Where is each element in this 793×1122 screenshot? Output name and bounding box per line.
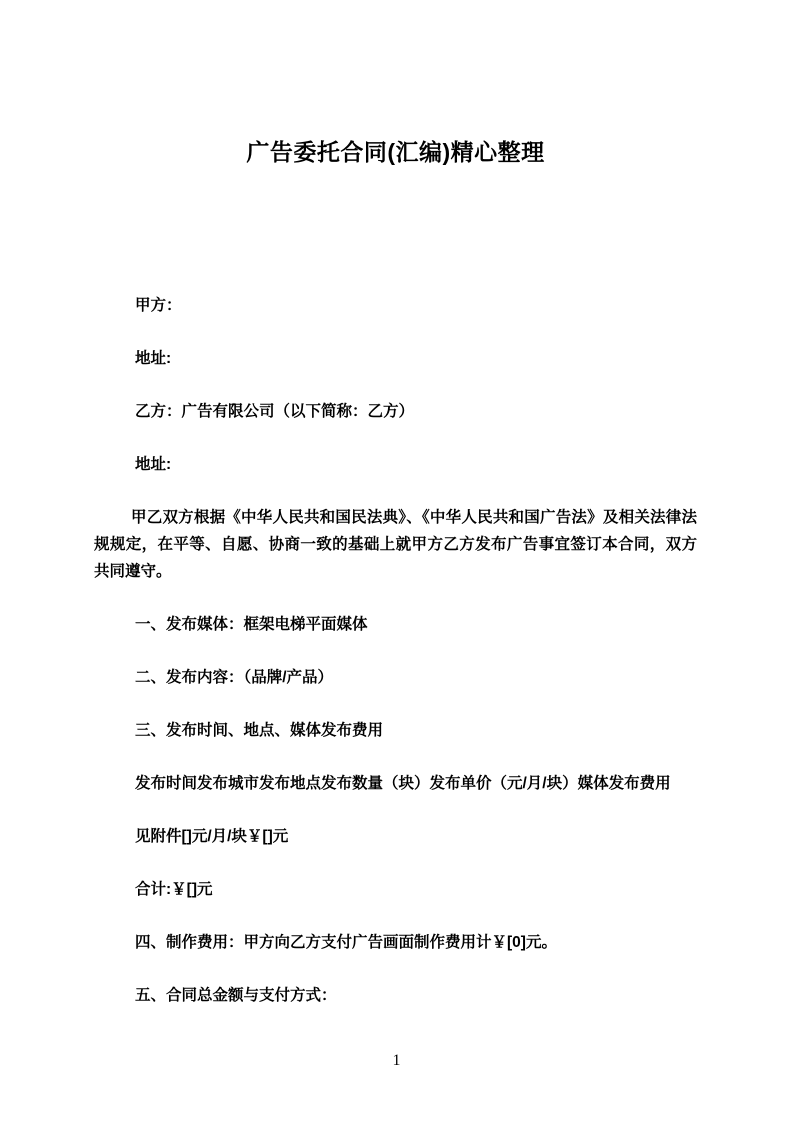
fee-table-header-line: 发布时间发布城市发布地点发布数量（块）发布单价（元/月/块）媒体发布费用	[135, 775, 671, 792]
document-content	[0, 138, 793, 1009]
document-title: 广告委托合同(汇编)精心整理	[246, 139, 545, 165]
clause-4-production-fee: 四、制作费用：甲方向乙方支付广告画面制作费用计￥[0]元。	[135, 934, 557, 951]
preamble-paragraph: 甲乙双方根据《中华人民共和国民法典》、《中华人民共和国广告法》及相关法律法规规定，在平等、自愿、协商一致的基础上就甲方乙方发布广告事宜签订本合同，双方共同遵守。	[94, 509, 697, 580]
page-number: 1	[392, 1052, 401, 1069]
clause-2-publish-content: 二、发布内容：（品牌/产品）	[135, 669, 334, 686]
clause-1-publish-media: 一、发布媒体：框架电梯平面媒体	[135, 616, 368, 633]
clause-3-publish-time-place-fee: 三、发布时间、地点、媒体发布费用	[135, 722, 384, 739]
party-b-address-line: 地址:	[135, 456, 172, 473]
clause-5-total-amount-payment: 五、合同总金额与支付方式：	[135, 987, 337, 1004]
party-b-line: 乙方：广告有限公司（以下简称：乙方）	[135, 403, 415, 420]
fee-attachment-line: 见附件[]元/月/块￥[]元	[135, 828, 289, 845]
fee-total-line: 合计:￥[]元	[135, 881, 213, 898]
party-a-line: 甲方：	[135, 297, 182, 314]
party-a-address-line: 地址:	[135, 350, 172, 367]
